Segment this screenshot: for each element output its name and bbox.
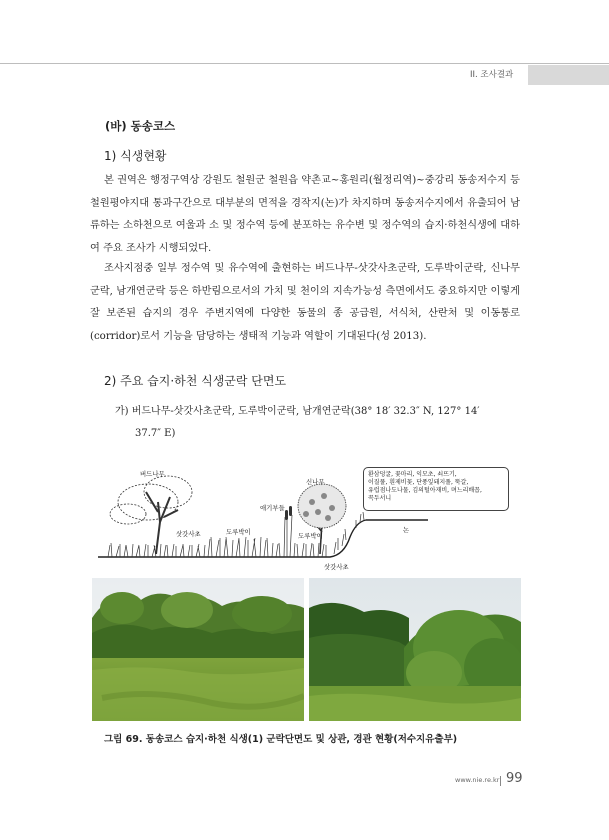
subsection-title-vegetation: 1) 식생현황 <box>104 149 167 163</box>
label-willow: 버드나무 <box>140 470 165 478</box>
chapter-header: II. 조사결과 <box>470 70 514 80</box>
footer-separator <box>500 776 501 786</box>
label-dorubaki-1: 도루박이 <box>226 528 251 536</box>
legend-line: 꼭두서니 <box>368 495 392 502</box>
subsection-title-profile: 2) 주요 습지·하천 식생군락 단면도 <box>104 374 287 388</box>
label-sedge-1: 삿갓사초 <box>176 530 201 538</box>
chapter-tab <box>528 65 609 85</box>
label-paddy: 논 <box>403 526 410 534</box>
sinnamu-tree-icon <box>298 484 346 554</box>
cattail-icon <box>285 506 292 520</box>
page-number: 99 <box>506 771 523 786</box>
legend-line: 유럽점나도나물, 김의털아재비, 며느리배꼽, <box>368 487 482 494</box>
species-legend-box <box>363 467 509 511</box>
label-sinnamu: 신나무 <box>306 478 325 486</box>
label-sedge-2: 삿갓사초 <box>324 563 349 571</box>
list-item-line2: 37.7″ E) <box>135 428 176 439</box>
footer-url: www.nie.re.kr <box>455 776 500 784</box>
label-dorubaki-2: 도루박이 <box>298 532 323 540</box>
list-item-ga <box>115 401 515 445</box>
wetland-photo-1 <box>92 578 304 721</box>
legend-line: 환삼덩굴, 꽃마리, 익모초, 쇠뜨기, <box>368 471 457 478</box>
label-aegi: 애기부들 <box>260 504 285 512</box>
willow-tree-icon <box>110 476 192 554</box>
header-rule <box>0 63 609 64</box>
paragraph-2-text: 조사지점중 일부 정수역 및 유수역에 출현하는 버드나무-삿갓사초군락, 도루박이군락, 신나무군락, 남개연군락 등은 하반림으로서의 가치 및 천이의 지속가능성 측면에서도 중요하지만 이렇게 잘 보존된 습지의 경우 주변지역에 다양한 동물의 종 공급원, 서식처, 산란처 및 이동통로(corridor)로서 기능을 담당하는 생태적 기능과 역할이 기대된다(성 2013). <box>90 263 520 342</box>
figure-caption: 그림 69. 동송코스 습지·하천 식생(1) 군락단면도 및 상관, 경관 현황(저수지유출부) <box>104 734 458 745</box>
list-item-line1: 가) 버드나무-삿갓사초군락, 도루박이군락, 남개연군락(38° 18′ 32.3″ N, 127° 14′ <box>115 406 480 417</box>
section-title: (바) 동송코스 <box>105 119 176 133</box>
wetland-photo-2 <box>309 578 521 721</box>
paragraph-1-text: 본 권역은 행정구역상 강원도 철원군 철원읍 약촌교~홍원리(월정리역)~중강리 동송저수지 등 철원평야지대 통과구간으로 대부분의 면적을 경작지(논)가 차지하며 동송저수지에서 유출되어 남류하는 소하천으로 여울과 소 및 정수역 등에 분포하는 유수변 및 정수역의 습지·하천식생에 대하여 주요 조사가 시행되었다. <box>90 175 520 254</box>
legend-line: 이질풀, 흰제비꽃, 단풍잎돼지풀, 뚝갈, <box>368 479 469 486</box>
paragraph-2 <box>90 258 520 348</box>
paragraph-1 <box>90 170 520 260</box>
